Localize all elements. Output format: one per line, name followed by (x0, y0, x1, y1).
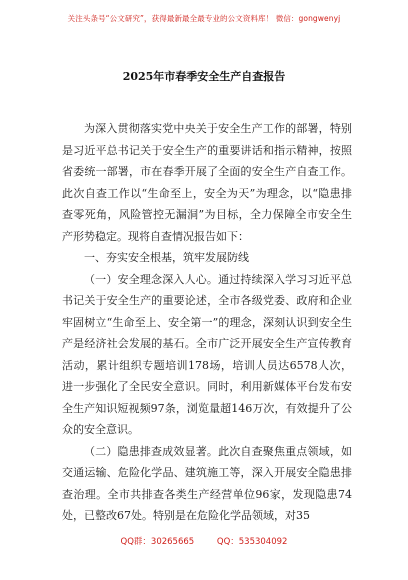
subsection-paragraph-1: （一）安全理念深入人心。通过持续深入学习习近平总书记关于安全生产的重要论述，全市各级党委、政府和企业牢固树立“生命至上、安全第一”的理念，深刻认识到安全生产是经济社会发展的基石。全市广泛开展安全生产宣传教育活动，累计组织专题培训178场，培训人员达6578人次，进一步强化了全民安全意识。同时，利用新媒体平台发布安全生产知识短视频97条，浏览量超146万次，有效提升了公众的安全意识。 (62, 272, 352, 436)
document-body (62, 118, 352, 527)
footer-contact (0, 535, 408, 547)
header-banner: 关注头条号“公文研究”，获得最新最全最专业的公文资料库！ 微信：gongwenyj (67, 14, 341, 23)
footer-qq-number: QQ：535304092 (216, 537, 288, 547)
subsection-paragraph-2: （二）隐患排查成效显著。此次自查聚焦重点领域，如交通运输、危险化学品、建筑施工等，深入开展安全隐患排查治理。全市共排查各类生产经营单位96家，发现隐患74处，已整改67处。特别是在危险化学品领域，对35 (62, 444, 352, 522)
page-title: 2025年市春季安全生产自查报告 (122, 70, 286, 83)
footer-qq-group: QQ群：30265665 (120, 537, 195, 547)
intro-paragraph: 为深入贯彻落实党中央关于安全生产工作的部署，特别是习近平总书记关于安全生产的重要讲话和指示精神，按照省委统一部署，市在春季开展了全面的安全生产自查工作。此次自查工作以“生命至上，安全为天”为理念，以“隐患排查零死角，风险管控无漏洞”为目标，全力保障全市安全生产形势稳定。现将自查情况报告如下： (62, 122, 352, 243)
section-heading-1: 一、夯实安全根基，筑牢发展防线 (84, 251, 249, 264)
